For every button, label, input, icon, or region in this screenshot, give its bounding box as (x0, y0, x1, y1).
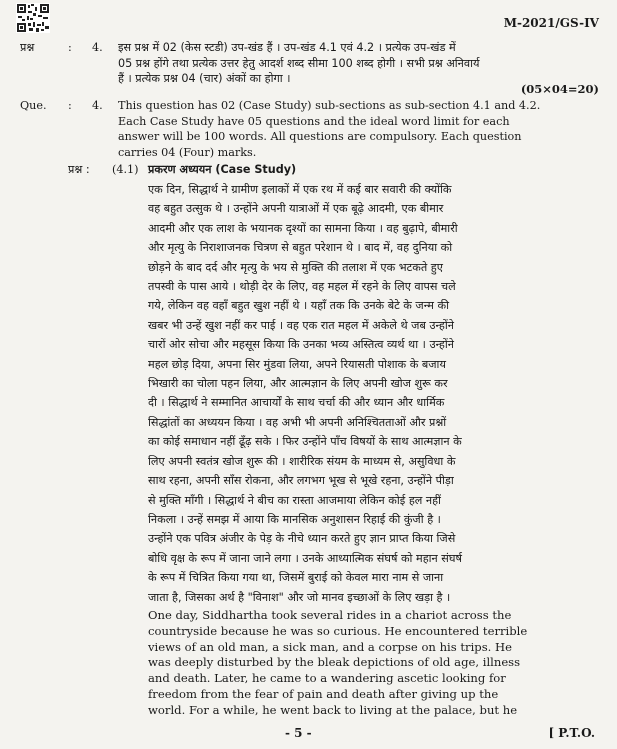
hindi-question-number: 4. (92, 41, 103, 54)
hindi-instruction-text (118, 40, 600, 87)
case-hindi-line: जाता है, जिसका अर्थ है "विनाश" और जो मानव इच्छाओं के लिए खड़ा है । (148, 590, 451, 604)
case-hindi-line: आदमी और एक लाश के भयानक दृश्यों का सामना किया । वह बुढ़ापे, बीमारी (148, 221, 458, 235)
case-hindi-line: बोधि वृक्ष के रूप में जाना जाने लगा । उनके आध्यात्मिक संघर्ष को महान संघर्ष (148, 551, 462, 565)
case-hindi-line: गये, लेकिन वह वहाँ बहुत खुश नहीं थे । यहाँ तक कि उनके बेटे के जन्म की (148, 299, 450, 313)
english-instruction-line: This question has 02 (Case Study) sub-sections as sub-section 4.1 and 4.2. (118, 99, 541, 112)
qr-code-icon (16, 3, 50, 33)
english-instruction-text (118, 98, 600, 160)
hindi-question-sep: : (68, 41, 72, 54)
english-question-sep: : (68, 99, 72, 112)
marks-allocation: (05×04=20) (520, 82, 599, 96)
please-turn-over: [ P.T.O. (548, 726, 595, 740)
english-question-number: 4. (92, 99, 103, 112)
case-english-line: views of an old man, a sick man, and a corpse on his trips. He (148, 639, 513, 654)
english-instruction-line: answer will be 100 words. All questions are compulsory. Each question (118, 130, 522, 144)
page-number: - 5 - (285, 726, 312, 740)
hindi-instruction-line: 05 प्रश्न होंगे तथा प्रत्येक उत्तर हेतु आदर्श शब्द सीमा 100 शब्द होगी । सभी प्रश्न अनिवार्य (118, 56, 480, 70)
case-english-passage (148, 608, 603, 719)
case-hindi-line: चारों ओर सोचा और महसूस किया कि उनका भव्य अस्तित्व व्यर्थ था । उन्होंने (148, 338, 454, 352)
case-hindi-line: साथ रहना, अपनी साँस रोकना, और लगभग भूख से भूखे रहना, उन्होंने पीड़ा (148, 474, 454, 488)
case-hindi-line: उन्होंने एक पवित्र अंजीर के पेड़ के नीचे ध्यान करते हुए ज्ञान प्राप्त किया जिसे (148, 532, 456, 546)
case-hindi-line: से मुक्ति माँगी । सिद्धार्थ ने बीच का रास्ता आजमाया लेकिन कोई हल नहीं (148, 493, 441, 507)
case-hindi-line: दी । सिद्धार्थ ने सम्मानित आचार्यों के साथ चर्चा की और ध्यान और धार्मिक (148, 396, 445, 410)
case-hindi-line: सिद्धांतों का अध्ययन किया । वह अभी भी अपनी अनिश्चितताओं और प्रश्नों (148, 415, 447, 429)
case-hindi-line: महल छोड़ दिया, अपना सिर मुंडवा लिया, अपने रियासती पोशाक के बजाय (148, 357, 446, 371)
case-hindi-line: खबर भी उन्हें खुश नहीं कर पाई । वह एक रात महल में अकेले थे जब उन्होंने (148, 318, 454, 332)
case-english-line: world. For a while, he went back to living at the palace, but he (148, 702, 518, 717)
case-hindi-passage (148, 180, 603, 607)
case-hindi-line: लिए अपनी स्वतंत्र खोज शुरू की । शारीरिक संयम के माध्यम से, असुविधा के (148, 454, 456, 468)
case-hindi-line: के रूप में चित्रित किया गया था, जिसमें बुराई को केवल मारा नाम से जाना (148, 571, 444, 585)
case-hindi-line: वह बहुत उत्सुक थे । उन्होंने अपनी यात्राओं में एक बूढ़े आदमी, एक बीमार (148, 202, 444, 216)
case-hindi-line: निकला । उन्हें समझ में आया कि मानसिक अनुशासन रिहाई की कुंजी है । (148, 512, 441, 526)
case-hindi-line: भिखारी का चोला पहन लिया, और आत्मज्ञान के लिए अपनी खोज शुरू कर (148, 377, 448, 391)
case-number: (4.1) (112, 163, 139, 176)
case-english-line: freedom from the fear of pain and death after giving up the (148, 686, 499, 701)
english-instruction-line: Each Case Study have 05 questions and the ideal word limit for each (118, 114, 510, 128)
case-english-line: One day, Siddhartha took several rides in a chariot across the (148, 608, 512, 622)
case-hindi-line: एक दिन, सिद्धार्थ ने ग्रामीण इलाकों में एक रथ में कई बार सवारी की क्योंकि (148, 183, 452, 196)
case-question-label: प्रश्न : (68, 163, 90, 176)
case-hindi-line: का कोई समाधान नहीं ढूँढ़ सके । फिर उन्होंने पाँच विषयों के साथ आत्मज्ञान के (148, 435, 462, 449)
hindi-instruction-line: इस प्रश्न में 02 (केस स्टडी) उप-खंड हैं । उप-खंड 4.1 एवं 4.2 । प्रत्येक उप-खंड में (118, 41, 456, 54)
hindi-instruction-line: हैं । प्रत्येक प्रश्न 04 (चार) अंकों का होगा । (118, 72, 291, 86)
case-english-line: countryside because he was so curious. He encountered terrible (148, 623, 528, 638)
case-hindi-line: तपस्वी के पास आये । थोड़ी देर के लिए, वह महल में रहने के लिए वापस चले (148, 280, 456, 294)
hindi-question-label: प्रश्न (20, 41, 35, 54)
case-heading: प्रकरण अध्ययन (Case Study) (148, 163, 297, 176)
case-hindi-line: छोड़ने के बाद दर्द और मृत्यु के भय से मुक्ति की तलाश में एक भटकते हुए (148, 260, 443, 274)
case-english-line: was deeply disturbed by the bleak depictions of old age, illness (148, 655, 521, 670)
english-instruction-line: carries 04 (Four) marks. (118, 145, 257, 159)
paper-code: M-2021/GS-IV (503, 16, 599, 30)
case-english-line: and death. Later, he came to a wandering ascetic looking for (148, 671, 506, 686)
case-hindi-line: और मृत्यु के निराशाजनक चित्रण से बहुत परेशान थे । बाद में, वह दुनिया को (148, 241, 453, 255)
english-question-label: Que. (20, 99, 47, 112)
